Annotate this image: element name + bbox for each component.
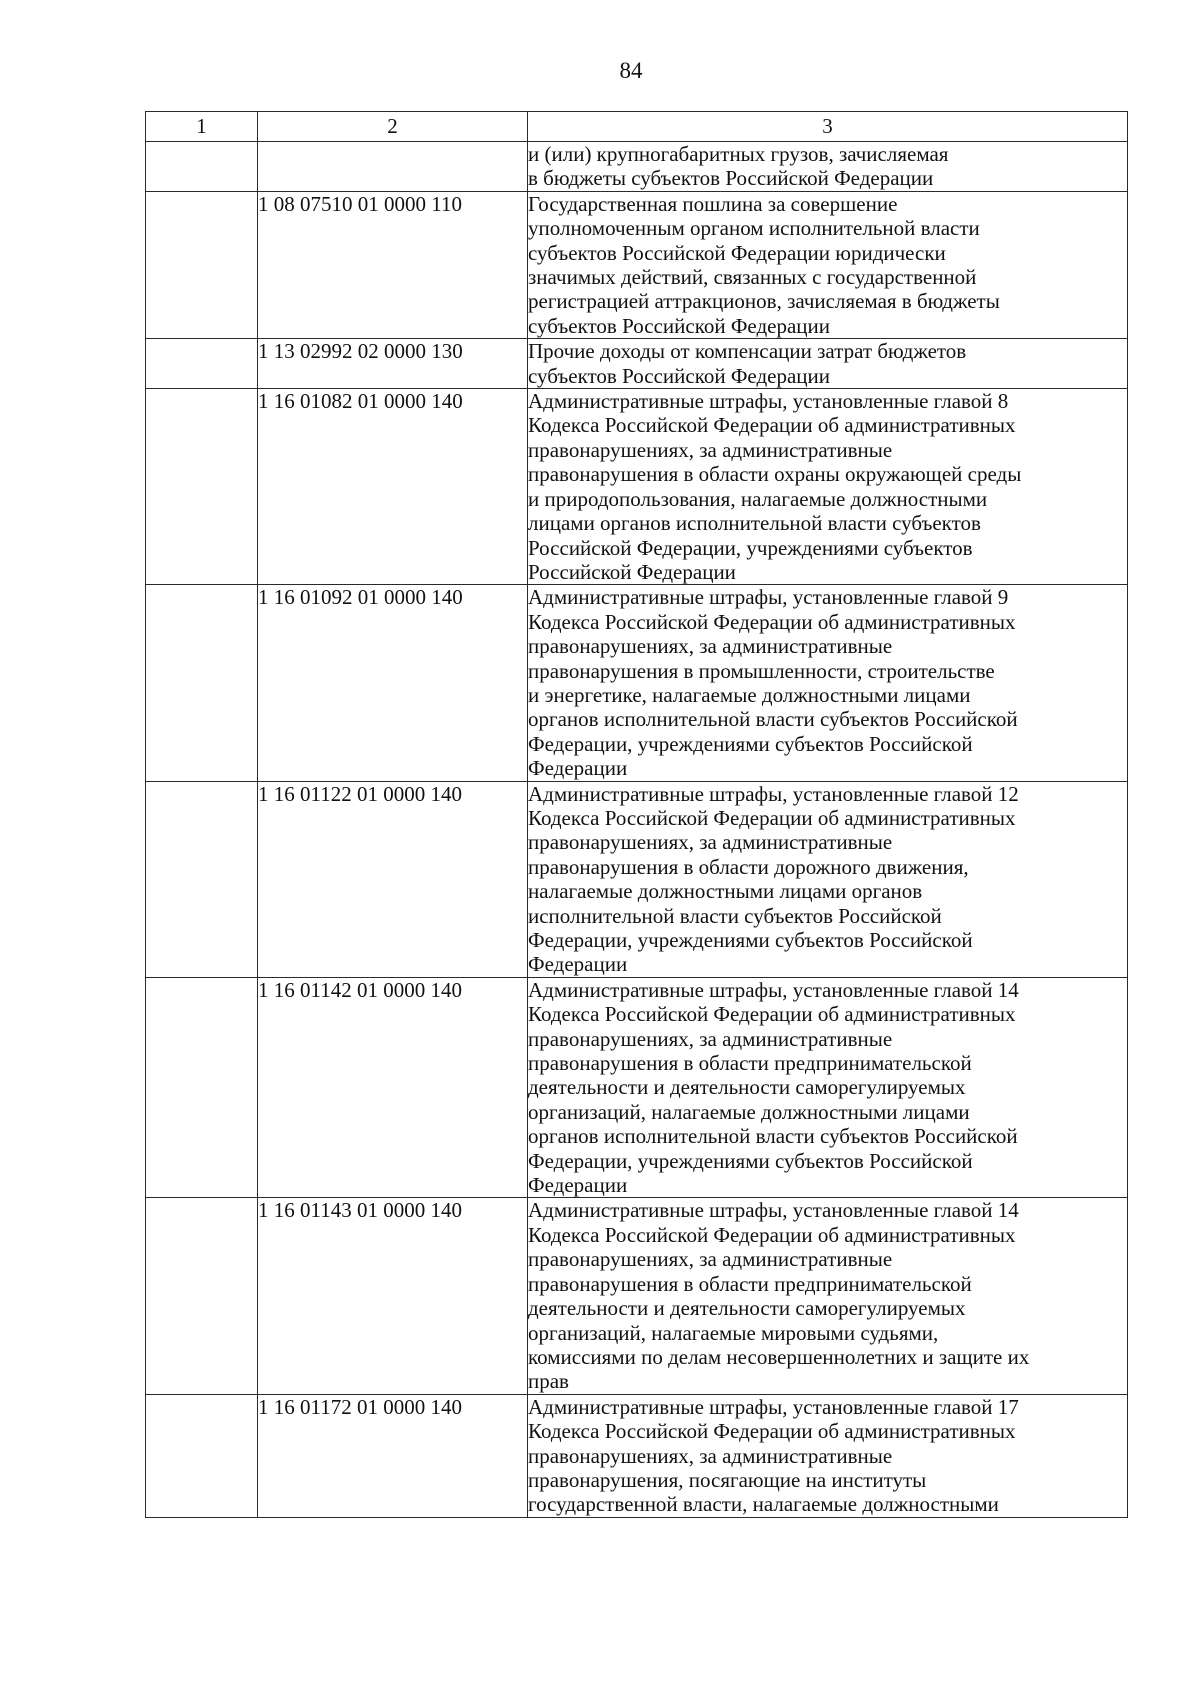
revenue-name-line: Административные штрафы, установленные главой 14 <box>528 1198 1019 1223</box>
revenue-name-line: правонарушениях, за административные <box>528 1247 893 1272</box>
budget-code-cell: 1 16 01082 01 0000 140 <box>258 389 528 585</box>
revenue-name-line: Кодекса Российской Федерации об административных <box>528 1002 1016 1027</box>
revenue-name-line: налагаемые должностными лицами органов <box>528 879 923 904</box>
revenue-name-line: и энергетике, налагаемые должностными лицами <box>528 682 971 707</box>
revenue-name-line: Кодекса Российской Федерации об административных <box>528 413 1016 438</box>
table-row <box>146 585 1128 781</box>
column-header-1: 1 <box>146 112 258 142</box>
revenue-name-line: правонарушениях, за административные <box>528 830 893 855</box>
revenue-name-cell <box>528 1394 1128 1517</box>
revenue-name-line: органов исполнительной власти субъектов Российской <box>528 707 1018 732</box>
revenue-name-line: правонарушениях, за административные <box>528 437 893 462</box>
revenue-name-line: правонарушения в промышленности, строительстве <box>528 658 995 683</box>
revenue-name-line: субъектов Российской Федерации юридически <box>528 240 946 265</box>
budget-code-cell: 1 16 01122 01 0000 140 <box>258 781 528 977</box>
row-number-cell <box>146 1198 258 1394</box>
column-header-2: 2 <box>258 112 528 142</box>
page-number: 84 <box>619 58 643 83</box>
revenue-name-line: в бюджеты субъектов Российской Федерации <box>528 166 934 191</box>
row-number-cell <box>146 977 258 1198</box>
revenue-name-cell <box>528 191 1128 338</box>
revenue-name-line: организаций, налагаемые мировыми судьями, <box>528 1320 939 1345</box>
revenue-name-line: исполнительной власти субъектов Российской <box>528 903 942 928</box>
row-number-cell <box>146 781 258 977</box>
revenue-codes-table <box>145 111 1128 1518</box>
revenue-name-line: правонарушения в области предпринимательской <box>528 1271 972 1296</box>
revenue-name-line: Федерации <box>528 952 628 977</box>
revenue-name-line: Федерации <box>528 756 628 781</box>
table-row <box>146 781 1128 977</box>
revenue-name-cell <box>528 1198 1128 1394</box>
revenue-name-line: Кодекса Российской Федерации об административных <box>528 805 1016 830</box>
revenue-name-line: Федерации, учреждениями субъектов Российской <box>528 1148 973 1173</box>
budget-code-cell: 1 16 01142 01 0000 140 <box>258 977 528 1198</box>
revenue-name-line: Административные штрафы, установленные главой 9 <box>528 585 1009 610</box>
budget-code-cell: 1 08 07510 01 0000 110 <box>258 191 528 338</box>
revenue-name-line: и природопользования, налагаемые должностными <box>528 486 988 511</box>
revenue-name-line: Административные штрафы, установленные главой 8 <box>528 389 1009 414</box>
revenue-name-line: правонарушениях, за административные <box>528 1443 893 1468</box>
revenue-name-line: Административные штрафы, установленные главой 14 <box>528 977 1019 1002</box>
table-row <box>146 142 1128 192</box>
revenue-name-cell <box>528 781 1128 977</box>
revenue-name-line: субъектов Российской Федерации <box>528 313 831 338</box>
revenue-name-line: комиссиями по делам несовершеннолетних и защите их <box>528 1344 1030 1369</box>
revenue-name-line: субъектов Российской Федерации <box>528 363 831 388</box>
revenue-name-line: органов исполнительной власти субъектов Российской <box>528 1124 1018 1149</box>
revenue-name-line: правонарушениях, за административные <box>528 1026 893 1051</box>
revenue-name-line: правонарушения в области охраны окружающей среды <box>528 462 1022 487</box>
budget-code-cell: 1 13 02992 02 0000 130 <box>258 339 528 389</box>
revenue-name-line: уполномоченным органом исполнительной власти <box>528 216 980 241</box>
table-header-row <box>146 112 1128 142</box>
revenue-name-line: Кодекса Российской Федерации об административных <box>528 1419 1016 1444</box>
table-row <box>146 389 1128 585</box>
revenue-name-cell <box>528 585 1128 781</box>
revenue-name-cell <box>528 389 1128 585</box>
budget-code-cell: 1 16 01092 01 0000 140 <box>258 585 528 781</box>
revenue-name-line: Федерации, учреждениями субъектов Российской <box>528 731 973 756</box>
revenue-name-line: Кодекса Российской Федерации об административных <box>528 1222 1016 1247</box>
revenue-name-line: Федерации, учреждениями субъектов Российской <box>528 928 973 952</box>
revenue-name-line: правонарушениях, за административные <box>528 634 893 659</box>
revenue-name-cell <box>528 142 1128 192</box>
row-number-cell <box>146 191 258 338</box>
budget-code-cell <box>258 142 528 192</box>
revenue-name-line: лицами органов исполнительной власти субъектов <box>528 511 981 536</box>
row-number-cell <box>146 1394 258 1517</box>
revenue-name-line: Государственная пошлина за совершение <box>528 191 898 216</box>
table-row <box>146 1198 1128 1394</box>
revenue-name-cell <box>528 339 1128 389</box>
revenue-name-line: деятельности и деятельности саморегулируемых <box>528 1296 966 1321</box>
revenue-name-line: Прочие доходы от компенсации затрат бюджетов <box>528 339 967 364</box>
revenue-name-line: Административные штрафы, установленные главой 12 <box>528 781 1019 806</box>
table-row <box>146 191 1128 338</box>
revenue-name-line: Федерации <box>528 1173 628 1198</box>
table-row <box>146 977 1128 1198</box>
table-row <box>146 1394 1128 1517</box>
table-row <box>146 339 1128 389</box>
revenue-name-cell <box>528 977 1128 1198</box>
revenue-name-line: и (или) крупногабаритных грузов, зачисляемая <box>528 142 949 166</box>
revenue-name-line: Российской Федерации, учреждениями субъектов <box>528 535 973 560</box>
revenue-name-line: правонарушения в области дорожного движения, <box>528 854 969 879</box>
row-number-cell <box>146 339 258 389</box>
budget-code-cell: 1 16 01172 01 0000 140 <box>258 1394 528 1517</box>
row-number-cell <box>146 389 258 585</box>
revenue-name-line: правонарушения в области предпринимательской <box>528 1051 972 1076</box>
revenue-name-line: значимых действий, связанных с государственной <box>528 265 977 290</box>
revenue-name-line: прав <box>528 1369 569 1394</box>
row-number-cell <box>146 142 258 192</box>
revenue-name-line: Кодекса Российской Федерации об административных <box>528 609 1016 634</box>
revenue-name-line: правонарушения, посягающие на институты <box>528 1467 927 1492</box>
revenue-name-line: организаций, налагаемые должностными лицами <box>528 1099 970 1124</box>
revenue-name-line: Российской Федерации <box>528 559 736 584</box>
row-number-cell <box>146 585 258 781</box>
table-body <box>146 112 1128 1518</box>
revenue-name-line: регистрацией аттракционов, зачисляемая в бюджеты <box>528 289 1000 314</box>
budget-code-cell: 1 16 01143 01 0000 140 <box>258 1198 528 1394</box>
revenue-name-line: Административные штрафы, установленные главой 17 <box>528 1394 1019 1419</box>
column-header-3: 3 <box>528 112 1128 142</box>
revenue-name-line: деятельности и деятельности саморегулируемых <box>528 1075 966 1100</box>
revenue-name-line: государственной власти, налагаемые должностными <box>528 1492 999 1517</box>
